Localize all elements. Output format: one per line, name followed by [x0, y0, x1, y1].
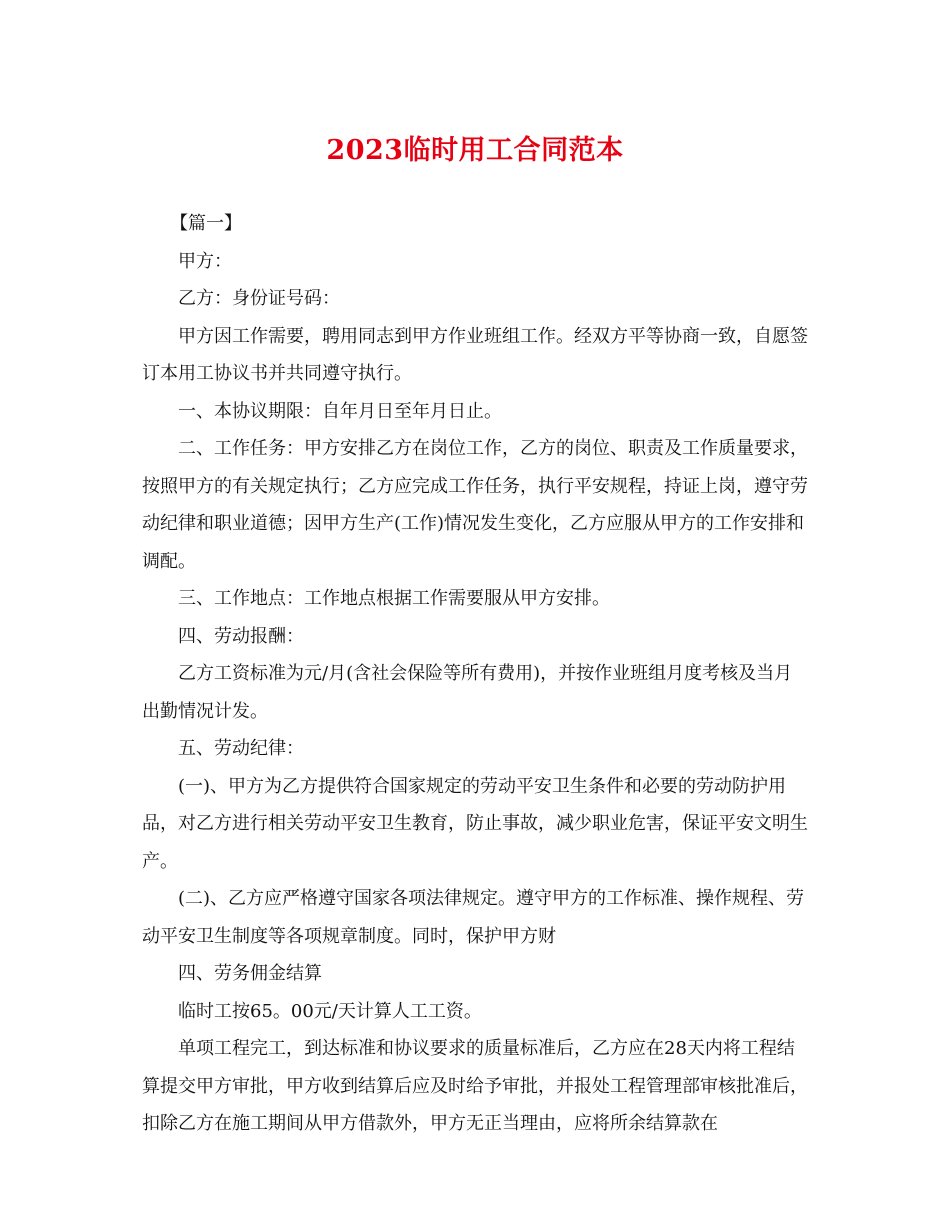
clause-settlement-heading: 四、劳务佣金结算 [178, 963, 322, 984]
clause-location: 三、工作地点：工作地点根据工作需要服从甲方安排。 [178, 588, 610, 609]
clause-discipline-1: (一)、甲方为乙方提供符合国家规定的劳动平安卫生条件和必要的劳动防护用品，对乙方进行相关劳动平安卫生教育，防止事故，减少职业危害，保证平安文明生产。 [142, 775, 808, 872]
clause-daily-wage: 临时工按65。00元/天计算人工工资。 [178, 1000, 482, 1022]
document-title: 2023临时用工合同范本 [326, 135, 624, 166]
section-heading: 【篇一】 [170, 213, 242, 234]
clause-discipline-2: (二)、乙方应严格遵守国家各项法律规定。遵守甲方的工作标准、操作规程、劳动平安卫生制度等各项规章制度。同时，保护甲方财 [142, 888, 805, 947]
clause-tasks: 二、工作任务：甲方安排乙方在岗位工作，乙方的岗位、职责及工作质量要求，按照甲方的有关规定执行；乙方应完成工作任务，执行平安规程，持证上岗，遵守劳动纪律和职业道德；因甲方生产(工作)情况发生变化，乙方应服从甲方的工作安排和调配。 [142, 438, 808, 572]
party-a-line: 甲方： [178, 250, 232, 272]
clause-remuneration: 乙方工资标准为元/月(含社会保险等所有费用)，并按作业班组月度考核及当月出勤情况计发。 [142, 663, 793, 722]
clause-settlement: 单项工程完工，到达标准和协议要求的质量标准后，乙方应在28天内将工程结算提交甲方审批，甲方收到结算后应及时给予审批，并报处工程管理部审核批准后，扣除乙方在施工期间从甲方借款外，甲方无正当理由，应将所余结算款在 [142, 1038, 808, 1134]
party-b-line: 乙方：身份证号码： [178, 288, 340, 309]
intro-paragraph: 甲方因工作需要，聘用同志到甲方作业班组工作。经双方平等协商一致，自愿签订本用工协议书并共同遵守执行。 [142, 325, 808, 384]
clause-discipline-heading: 五、劳动纪律： [178, 738, 304, 759]
document-body [142, 205, 810, 1143]
clause-remuneration-heading: 四、劳动报酬： [178, 625, 304, 647]
clause-term: 一、本协议期限：自年月日至年月日止。 [178, 400, 502, 422]
